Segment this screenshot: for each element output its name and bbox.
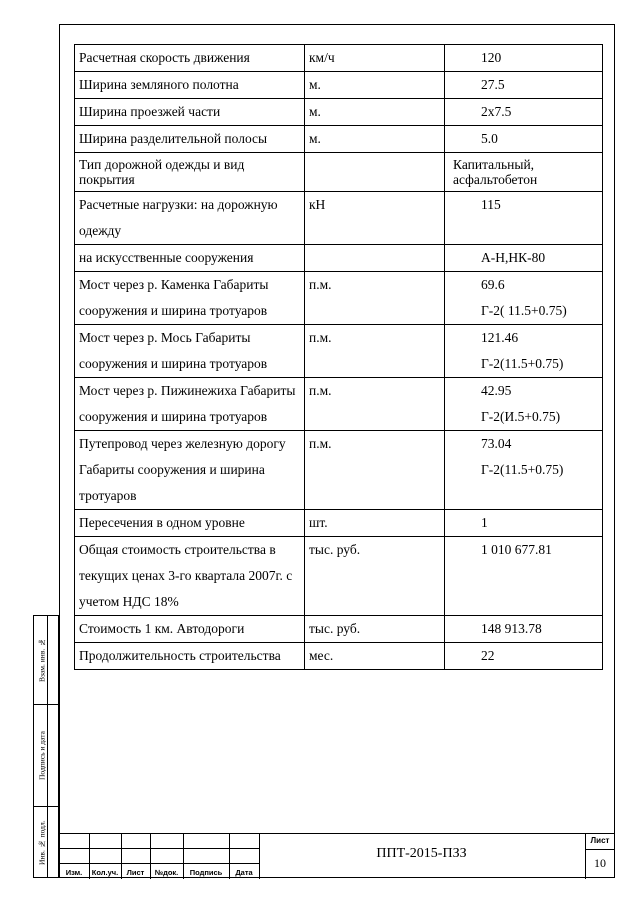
- table-row: [75, 99, 603, 126]
- param-gabarit: Г-2(И.5+0.75): [481, 409, 561, 424]
- param-value: 1 010 677.81: [445, 537, 603, 616]
- side-stamp: [33, 615, 59, 878]
- param-name: Мост через р. Пижинежиха Габариты сооружения и ширина тротуаров: [75, 378, 305, 431]
- param-value-cell: [445, 378, 603, 431]
- sheet-label: Лист: [590, 836, 610, 845]
- param-value: 121.46: [481, 330, 519, 345]
- table-row: [75, 510, 603, 537]
- param-name: Пересечения в одном уровне: [75, 510, 305, 537]
- param-value-cell: [445, 325, 603, 378]
- table-row: [75, 245, 603, 272]
- param-unit: шт.: [305, 510, 445, 537]
- param-value: 27.5: [445, 72, 603, 99]
- param-name: Мост через р. Мось Габариты сооружения и ширина тротуаров: [75, 325, 305, 378]
- col-label-izm: Изм.: [65, 868, 83, 877]
- param-value-cell: [445, 431, 603, 510]
- col-label-data: Дата: [235, 868, 253, 877]
- param-unit: [305, 245, 445, 272]
- param-value: 1: [445, 510, 603, 537]
- tb-sheet-line: [585, 849, 615, 850]
- side-stamp-cell: [34, 806, 58, 877]
- param-value-cell: [445, 272, 603, 325]
- param-name: Продолжительность строительства: [75, 643, 305, 670]
- table-row: [75, 72, 603, 99]
- param-unit: п.м.: [305, 272, 445, 325]
- table-row: [75, 192, 603, 245]
- param-unit: п.м.: [305, 431, 445, 510]
- param-gabarit: Г-2(11.5+0.75): [481, 462, 564, 477]
- param-name: Путепровод через железную дорогу Габариты сооружения и ширина тротуаров: [75, 431, 305, 510]
- param-name: Стоимость 1 км. Автодороги: [75, 616, 305, 643]
- param-value: 22: [445, 643, 603, 670]
- param-value: 42.95: [481, 383, 512, 398]
- side-stamp-cell: [34, 704, 58, 806]
- table-row: [75, 325, 603, 378]
- col-label-ndok: №док.: [154, 868, 179, 877]
- col-label-podpis: Подпись: [189, 868, 223, 877]
- param-gabarit: Г-2( 11.5+0.75): [481, 303, 567, 318]
- col-label-list: Лист: [126, 868, 145, 877]
- param-unit: [305, 153, 445, 192]
- param-value: 69.6: [481, 277, 505, 292]
- param-name: Мост через р. Каменка Габариты сооружения и ширина тротуаров: [75, 272, 305, 325]
- param-unit: м.: [305, 72, 445, 99]
- param-unit: км/ч: [305, 45, 445, 72]
- param-value: 2х7.5: [445, 99, 603, 126]
- param-value: 115: [445, 192, 603, 245]
- param-value: А-Н,НК-80: [445, 245, 603, 272]
- table-row: [75, 643, 603, 670]
- table-row: [75, 431, 603, 510]
- table-row: [75, 272, 603, 325]
- param-value: 5.0: [445, 126, 603, 153]
- param-gabarit: Г-2(11.5+0.75): [481, 356, 564, 371]
- param-unit: тыс. руб.: [305, 537, 445, 616]
- param-unit: м.: [305, 99, 445, 126]
- param-value: 73.04: [481, 436, 512, 451]
- param-name: Ширина проезжей части: [75, 99, 305, 126]
- title-block: [59, 833, 615, 878]
- col-label-kol: Кол.уч.: [91, 868, 119, 877]
- table-row: [75, 537, 603, 616]
- param-unit: п.м.: [305, 325, 445, 378]
- table-row: [75, 616, 603, 643]
- param-name: Расчетная скорость движения: [75, 45, 305, 72]
- document-code: ППТ-2015-ПЗЗ: [376, 846, 467, 861]
- param-name: Тип дорожной одежды и вид покрытия: [75, 153, 305, 192]
- param-value: 120: [445, 45, 603, 72]
- sheet-number: 10: [594, 856, 606, 870]
- table-row: [75, 126, 603, 153]
- param-name: Ширина земляного полотна: [75, 72, 305, 99]
- param-unit: п.м.: [305, 378, 445, 431]
- table-row: [75, 378, 603, 431]
- param-name: Общая стоимость строительства в текущих ценах 3-го квартала 2007г. с учетом НДС 18%: [75, 537, 305, 616]
- param-name: Ширина разделительной полосы: [75, 126, 305, 153]
- param-unit: тыс. руб.: [305, 616, 445, 643]
- table-row: [75, 45, 603, 72]
- param-value: Капитальный, асфальтобетон: [445, 153, 603, 192]
- param-unit: кН: [305, 192, 445, 245]
- parameters-table: [74, 44, 603, 670]
- orig-inv-label: Инв. № подл.: [37, 820, 47, 865]
- replaces-inv-label: Взам. инв. №: [37, 637, 47, 683]
- table-row: [75, 153, 603, 192]
- param-unit: мес.: [305, 643, 445, 670]
- param-name: на искусственные сооружения: [75, 245, 305, 272]
- side-stamp-cell: [34, 616, 58, 704]
- sign-date-label: Подпись и дата: [37, 731, 47, 781]
- param-unit: м.: [305, 126, 445, 153]
- param-name: Расчетные нагрузки: на дорожную одежду: [75, 192, 305, 245]
- param-value: 148 913.78: [445, 616, 603, 643]
